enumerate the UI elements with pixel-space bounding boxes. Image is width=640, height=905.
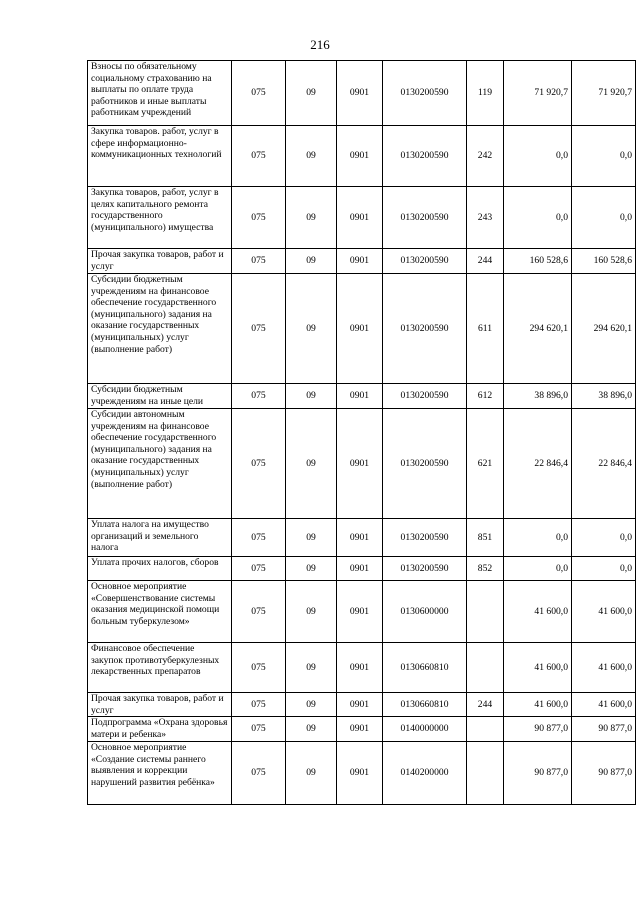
cell-target-code: 0130200590 [383,384,467,409]
cell-subsection: 0901 [337,384,383,409]
cell-subsection: 0901 [337,717,383,742]
cell-ministry: 075 [232,519,286,557]
cell-amount-2: 41 600,0 [572,693,636,717]
cell-expense-type: 243 [467,187,504,249]
cell-expense-type: 852 [467,557,504,581]
cell-name: Основное мероприятие «Совершенствование системы оказания медицинской помощи больным туберкулезом» [88,581,232,643]
cell-amount-2: 294 620,1 [572,274,636,384]
cell-expense-type: 851 [467,519,504,557]
cell-amount-2: 0,0 [572,557,636,581]
cell-section: 09 [286,717,337,742]
cell-name: Закупка товаров, работ, услуг в целях капитального ремонта государственного (муниципального) имущества [88,187,232,249]
cell-amount-2: 41 600,0 [572,581,636,643]
cell-section: 09 [286,742,337,805]
cell-subsection: 0901 [337,643,383,693]
cell-ministry: 075 [232,61,286,126]
cell-name: Закупка товаров. работ, услуг в сфере информационно-коммуникационных технологий [88,126,232,187]
cell-name: Субсидии бюджетным учреждениям на финансовое обеспечение государственного (муниципального) задания на оказание государственных (муниципальных) услуг (выполнение работ) [88,274,232,384]
table-row [88,643,636,693]
cell-name: Уплата налога на имущество организаций и земельного налога [88,519,232,557]
cell-ministry: 075 [232,126,286,187]
cell-section: 09 [286,61,337,126]
cell-section: 09 [286,519,337,557]
table-row [88,557,636,581]
table-row [88,519,636,557]
cell-expense-type: 612 [467,384,504,409]
cell-name: Субсидии автономным учреждениям на финансовое обеспечение государственного (муниципального) задания на оказание государственных (муниципальных) услуг (выполнение работ) [88,409,232,519]
cell-section: 09 [286,384,337,409]
cell-ministry: 075 [232,643,286,693]
table-row [88,126,636,187]
cell-target-code: 0140000000 [383,717,467,742]
cell-target-code: 0130200590 [383,274,467,384]
cell-target-code: 0130660810 [383,643,467,693]
cell-amount-2: 22 846,4 [572,409,636,519]
cell-ministry: 075 [232,187,286,249]
cell-ministry: 075 [232,581,286,643]
cell-name: Прочая закупка товаров, работ и услуг [88,249,232,274]
cell-amount-1: 22 846,4 [504,409,572,519]
cell-target-code: 0140200000 [383,742,467,805]
cell-amount-1: 38 896,0 [504,384,572,409]
cell-amount-1: 90 877,0 [504,717,572,742]
cell-amount-1: 0,0 [504,187,572,249]
cell-amount-2: 0,0 [572,187,636,249]
cell-expense-type [467,581,504,643]
cell-amount-2: 90 877,0 [572,717,636,742]
table-row [88,384,636,409]
page-number: 216 [310,37,330,52]
cell-amount-1: 160 528,6 [504,249,572,274]
cell-amount-1: 294 620,1 [504,274,572,384]
cell-subsection: 0901 [337,557,383,581]
cell-subsection: 0901 [337,581,383,643]
cell-subsection: 0901 [337,61,383,126]
table-row [88,249,636,274]
table-row [88,693,636,717]
cell-ministry: 075 [232,693,286,717]
cell-target-code: 0130200590 [383,126,467,187]
cell-amount-1: 0,0 [504,519,572,557]
cell-expense-type: 244 [467,249,504,274]
table-row [88,409,636,519]
cell-amount-2: 71 920,7 [572,61,636,126]
cell-name: Уплата прочих налогов, сборов [88,557,232,581]
cell-ministry: 075 [232,274,286,384]
cell-target-code: 0130200590 [383,519,467,557]
cell-section: 09 [286,643,337,693]
cell-subsection: 0901 [337,519,383,557]
cell-subsection: 0901 [337,409,383,519]
cell-ministry: 075 [232,557,286,581]
cell-amount-1: 41 600,0 [504,643,572,693]
cell-target-code: 0130660810 [383,693,467,717]
cell-section: 09 [286,693,337,717]
cell-target-code: 0130600000 [383,581,467,643]
cell-name: Взносы по обязательному социальному страхованию на выплаты по оплате труда работников и иные выплаты работникам учреждений [88,61,232,126]
cell-section: 09 [286,249,337,274]
cell-expense-type [467,742,504,805]
cell-section: 09 [286,581,337,643]
cell-expense-type: 621 [467,409,504,519]
cell-amount-1: 41 600,0 [504,581,572,643]
cell-expense-type: 119 [467,61,504,126]
cell-subsection: 0901 [337,187,383,249]
cell-name: Основное мероприятие «Создание системы раннего выявления и коррекции нарушений развития ребёнка» [88,742,232,805]
table-row [88,274,636,384]
cell-subsection: 0901 [337,126,383,187]
cell-ministry: 075 [232,249,286,274]
cell-name: Субсидии бюджетным учреждениям на иные цели [88,384,232,409]
cell-section: 09 [286,187,337,249]
cell-subsection: 0901 [337,274,383,384]
cell-section: 09 [286,557,337,581]
cell-amount-2: 0,0 [572,519,636,557]
cell-ministry: 075 [232,742,286,805]
cell-amount-2: 38 896,0 [572,384,636,409]
table-row [88,742,636,805]
table-row [88,61,636,126]
cell-expense-type: 244 [467,693,504,717]
cell-amount-1: 41 600,0 [504,693,572,717]
table-row [88,187,636,249]
cell-section: 09 [286,274,337,384]
cell-expense-type: 611 [467,274,504,384]
cell-name: Прочая закупка товаров, работ и услуг [88,693,232,717]
cell-amount-2: 90 877,0 [572,742,636,805]
cell-ministry: 075 [232,384,286,409]
cell-amount-1: 0,0 [504,557,572,581]
cell-target-code: 0130200590 [383,187,467,249]
cell-ministry: 075 [232,409,286,519]
cell-ministry: 075 [232,717,286,742]
budget-table [87,60,636,805]
cell-target-code: 0130200590 [383,409,467,519]
cell-section: 09 [286,126,337,187]
cell-amount-2: 41 600,0 [572,643,636,693]
cell-subsection: 0901 [337,249,383,274]
cell-amount-2: 0,0 [572,126,636,187]
cell-section: 09 [286,409,337,519]
cell-expense-type [467,643,504,693]
cell-amount-1: 90 877,0 [504,742,572,805]
table-row [88,581,636,643]
table-row [88,717,636,742]
cell-amount-2: 160 528,6 [572,249,636,274]
cell-amount-1: 71 920,7 [504,61,572,126]
cell-amount-1: 0,0 [504,126,572,187]
cell-expense-type [467,717,504,742]
cell-subsection: 0901 [337,742,383,805]
table-body [88,61,636,805]
cell-target-code: 0130200590 [383,557,467,581]
cell-target-code: 0130200590 [383,61,467,126]
cell-target-code: 0130200590 [383,249,467,274]
cell-expense-type: 242 [467,126,504,187]
cell-name: Подпрограмма «Охрана здоровья матери и ребенка» [88,717,232,742]
cell-subsection: 0901 [337,693,383,717]
cell-name: Финансовое обеспечение закупок противотуберкулезных лекарственных препаратов [88,643,232,693]
